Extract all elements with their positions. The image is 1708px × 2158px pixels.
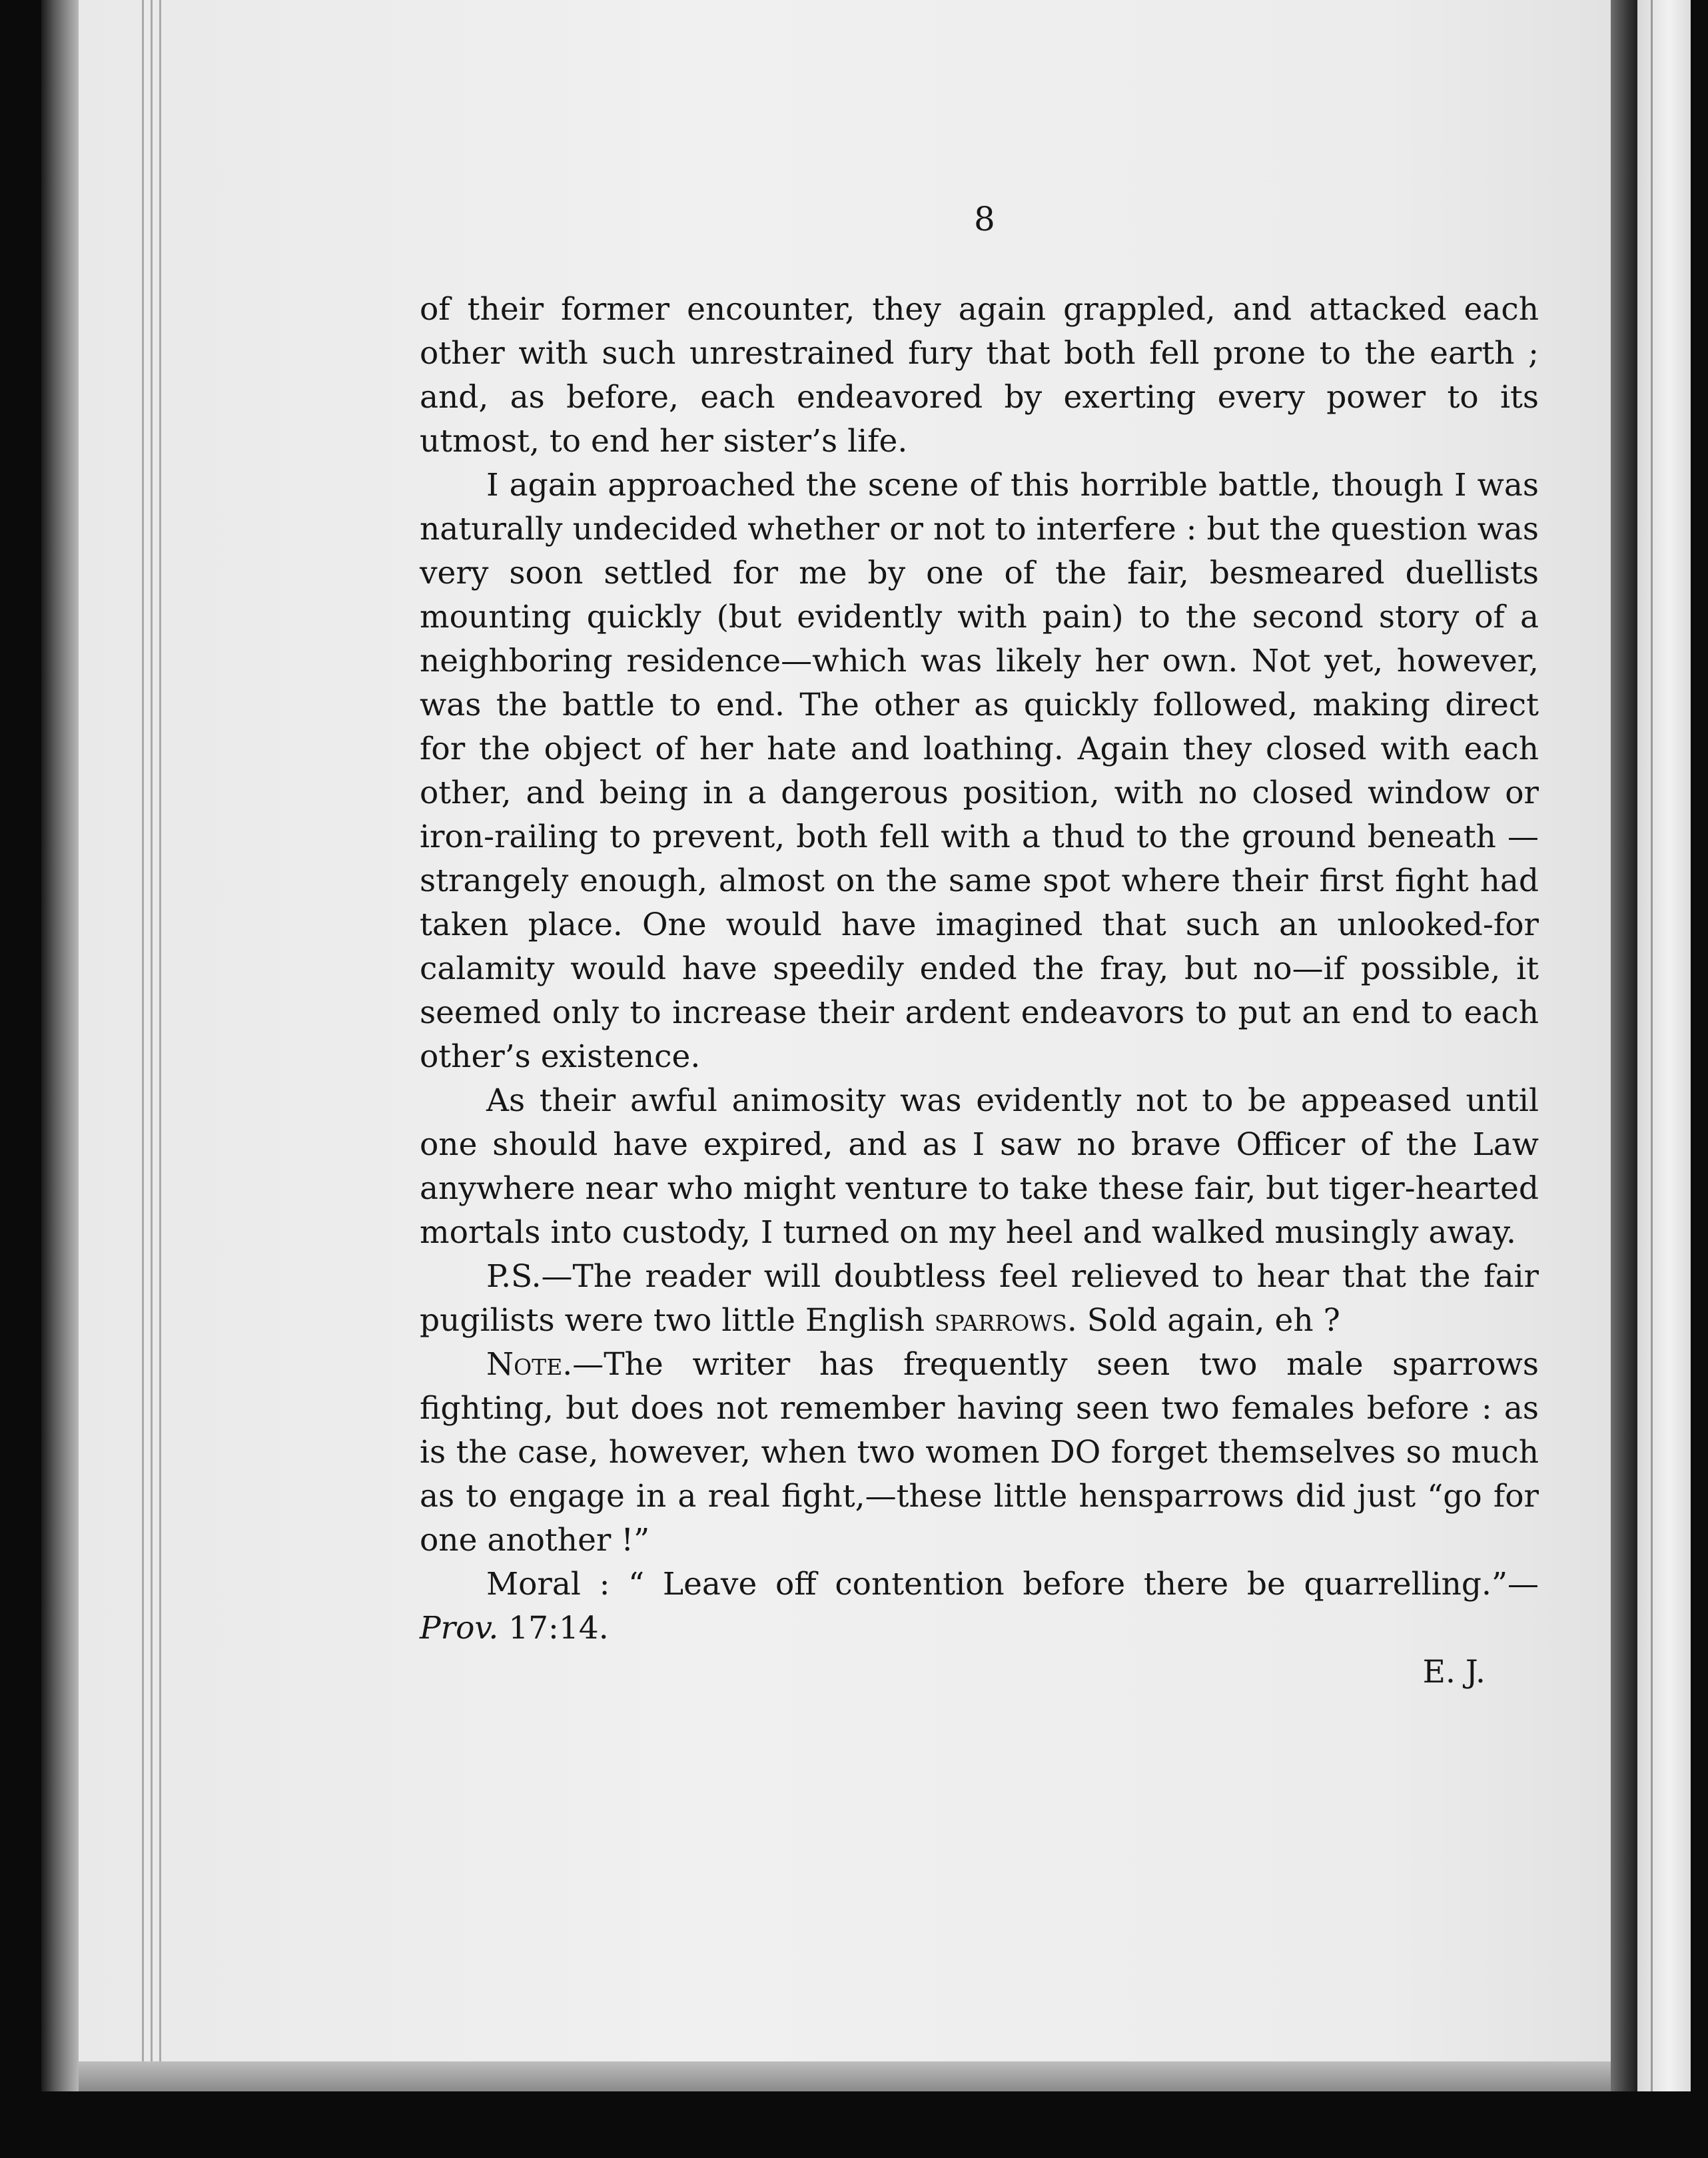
gutter-shadow xyxy=(1611,0,1637,2091)
postscript-sparrows: sparrows xyxy=(934,1302,1067,1339)
page-edge-rule xyxy=(151,0,153,2061)
page-number: 8 xyxy=(974,200,995,238)
moral-citation: Prov. xyxy=(420,1610,499,1646)
page-bottom-edge xyxy=(79,2061,1611,2091)
film-border-left xyxy=(41,0,79,2091)
paragraph-3: As their awful animosity was evidently not to be appeased until one should have expired, and as I saw no brave Officer of the Law anywhere near who might venture to take these fair, but tiger-hearted mortals into custody, I turned on my heel and walked musingly away. xyxy=(420,1082,1539,1251)
postscript-lead: P.S.—The reader will doubtless feel relieved to hear that the fair pugilists were two little English xyxy=(420,1258,1539,1339)
paragraph-2: I again approached the scene of this horrible battle, though I was naturally undecided whether or not to interfere : but the question was very soon settled for me by one of the fair, besmeared duellists mounting quickly (but evidently with pain) to the second story of a neighboring residence—which was likely her own. Not yet, however, was the battle to end. The other as quickly followed, making direct for the object of her hate and loathing. Again they closed with each other, and being in a dangerous position, with no closed window or iron-railing to prevent, both fell with a thud to the ground beneath —strangely enough, almost on the same spot where their first fight had taken place. One would have imagined that such an unlooked-for calamity would have speedily ended the fray, but no—if possible, it seemed only to increase their ardent endeavors to put an end to each other’s existence. xyxy=(420,467,1539,1075)
film-border-bottom xyxy=(0,2091,1708,2158)
postscript-paragraph xyxy=(420,1255,1539,1343)
paragraph-1: of their former encounter, they again grappled, and attacked each other with such unrestrained fury that both fell prone to the earth ; and, as before, each endeavored by exerting every power to its utmost, to end her sister’s life. xyxy=(420,291,1539,460)
moral-text: Moral : “ Leave off contention before there be quarrelling.”— xyxy=(486,1566,1539,1603)
next-leaf-edge xyxy=(1637,0,1691,2091)
page-edge-rule xyxy=(142,0,144,2061)
body-text xyxy=(420,200,1539,1694)
postscript-tail: . Sold again, eh ? xyxy=(1067,1302,1340,1339)
signature: E. J. xyxy=(1422,1654,1486,1690)
note-paragraph xyxy=(420,1343,1539,1563)
leaf-edge-rule xyxy=(1651,0,1653,2091)
page-edge-rule xyxy=(159,0,161,2061)
signature-line xyxy=(420,1650,1539,1694)
moral-paragraph xyxy=(420,1563,1539,1650)
moral-verse: 17:14. xyxy=(498,1610,609,1646)
note-text: .—The writer has frequently seen two male sparrows fighting, but does not remember having seen two females before : as is the case, however, when two women DO forget themselves so much as to engage in a real fight,—these little hensparrows did just “go for one another !” xyxy=(420,1346,1539,1559)
note-label: Note xyxy=(486,1346,563,1383)
